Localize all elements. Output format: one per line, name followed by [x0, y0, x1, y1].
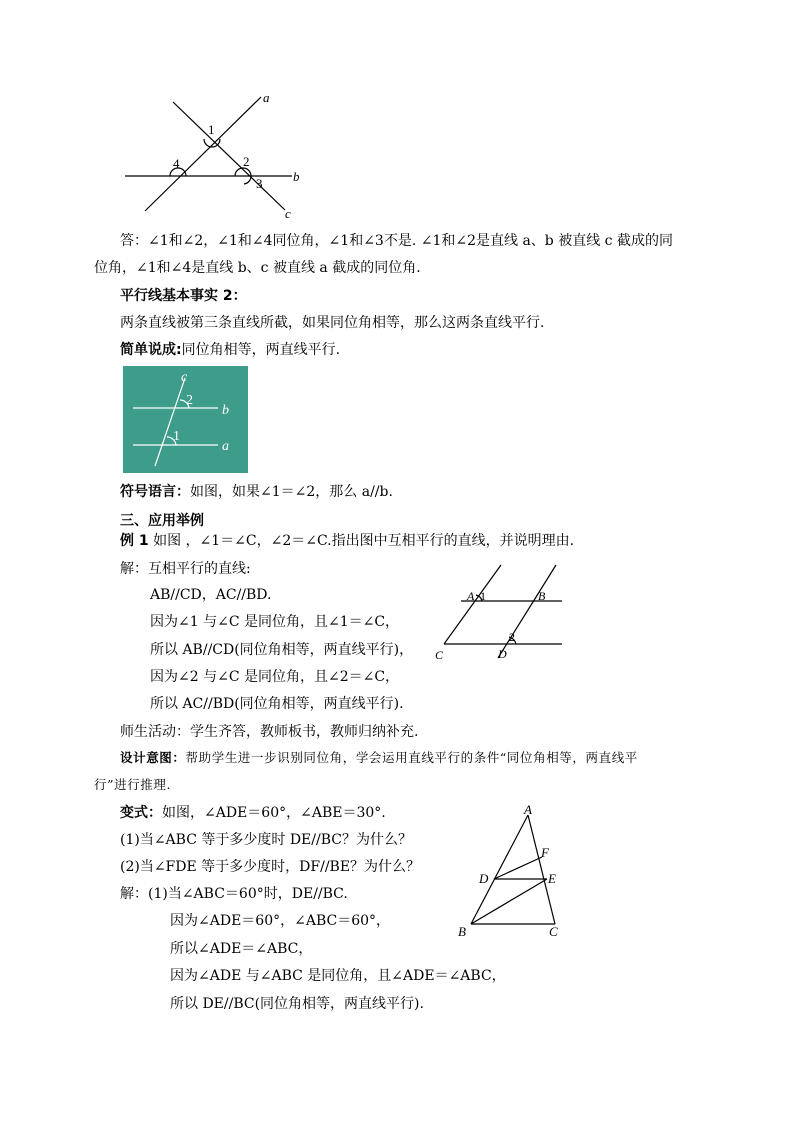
example-label: 例 1	[120, 533, 149, 549]
answer-line-1: 答：∠1和∠2，∠1和∠4同位角，∠1和∠3不是. ∠1和∠2是直线 a、b 被直线 c 截成的同	[120, 233, 673, 249]
label-2: 2	[243, 154, 250, 169]
symbol-label: 符号语言：	[120, 484, 190, 500]
teacher-activity: 师生活动：学生齐答，教师板书，教师归纳补充.	[120, 724, 419, 740]
label-A: A	[524, 802, 532, 817]
section-title: 三、应用举例	[120, 513, 204, 529]
figure-intersecting-lines	[120, 88, 320, 223]
label-B: B	[538, 589, 546, 603]
label-2: 2	[186, 393, 193, 408]
variant-solution-4: 因为∠ADE 与∠ABC 是同位角，且∠ADE＝∠ABC，	[170, 968, 506, 984]
label-c: c	[181, 370, 188, 385]
solution-line-5: 所以 AC//BD(同位角相等，两直线平行).	[150, 696, 404, 712]
label-b: b	[222, 403, 229, 418]
design-line-1: 帮助学生进一步识别同位角，学会运用直线平行的条件“同位角相等，两直线平	[185, 750, 638, 765]
solution-title: 解：互相平行的直线:	[120, 561, 251, 577]
variant-solution-3: 所以∠ADE＝∠ABC，	[170, 941, 313, 957]
symbol-language	[120, 482, 393, 502]
label-a: a	[222, 439, 229, 454]
simple-statement	[120, 340, 340, 360]
solution-line-2: 因为∠1 与∠C 是同位角，且∠1＝∠C，	[150, 614, 400, 630]
design-label: 设计意图：	[120, 750, 186, 765]
label-b: b	[293, 169, 300, 184]
label-4: 4	[173, 156, 180, 171]
label-a: a	[263, 90, 270, 105]
label-3: 3	[256, 176, 263, 191]
label-D: D	[498, 647, 507, 661]
variant-question-1: (1)当∠ABC 等于多少度时 DE//BC？为什么？	[120, 832, 412, 848]
label-c: c	[285, 206, 291, 221]
fact-body: 两条直线被第三条直线所截，如果同位角相等，那么这两条直线平行.	[120, 315, 545, 331]
variant-question-2: (2)当∠FDE 等于多少度时，DF//BE？为什么？	[120, 859, 421, 875]
label-1: 1	[480, 589, 486, 603]
figure-example-1	[430, 562, 570, 662]
answer-line-2: 位角，∠1和∠4是直线 b、c 被直线 a 截成的同位角.	[94, 260, 421, 276]
simple-label: 简单说成:	[120, 342, 182, 358]
design-line-2: 行”进行推理.	[94, 777, 172, 792]
example-text: 如图 ，∠1＝∠C，∠2＝∠C.指出图中互相平行的直线，并说明理由.	[148, 533, 575, 549]
label-C: C	[549, 924, 558, 939]
simple-text: 同位角相等，两直线平行.	[181, 342, 341, 358]
variant-solution-5: 所以 DE//BC(同位角相等，两直线平行).	[170, 996, 424, 1012]
design-intent	[120, 748, 638, 768]
fact-title: 平行线基本事实 2：	[120, 288, 247, 304]
solution-line-1: AB//CD，AC//BD.	[150, 587, 272, 603]
example-1	[120, 531, 574, 551]
variant	[120, 803, 386, 823]
symbol-text: 如图，如果∠1＝∠2，那么 a//b.	[190, 484, 393, 500]
variant-solution-2: 因为∠ADE＝60°，∠ABC＝60°，	[170, 913, 391, 929]
label-E: E	[548, 871, 556, 886]
solution-line-4: 因为∠2 与∠C 是同位角，且∠2＝∠C，	[150, 669, 400, 685]
variant-solution-1: 解：(1)当∠ABC＝60°时，DE//BC.	[120, 886, 348, 902]
label-2: 2	[509, 630, 515, 644]
variant-text: 如图，∠ADE＝60°，∠ABE＝30°.	[162, 805, 386, 821]
figure-triangle	[452, 800, 572, 945]
label-B: B	[458, 924, 466, 939]
label-1: 1	[208, 122, 215, 137]
label-C: C	[435, 648, 444, 662]
label-1: 1	[173, 429, 180, 444]
label-D: D	[479, 871, 489, 886]
solution-line-3: 所以 AB//CD(同位角相等，两直线平行)，	[150, 642, 414, 658]
variant-label: 变式：	[120, 805, 162, 821]
label-A: A	[467, 589, 475, 603]
label-F: F	[541, 845, 549, 860]
figure-parallel-lines	[123, 366, 248, 473]
